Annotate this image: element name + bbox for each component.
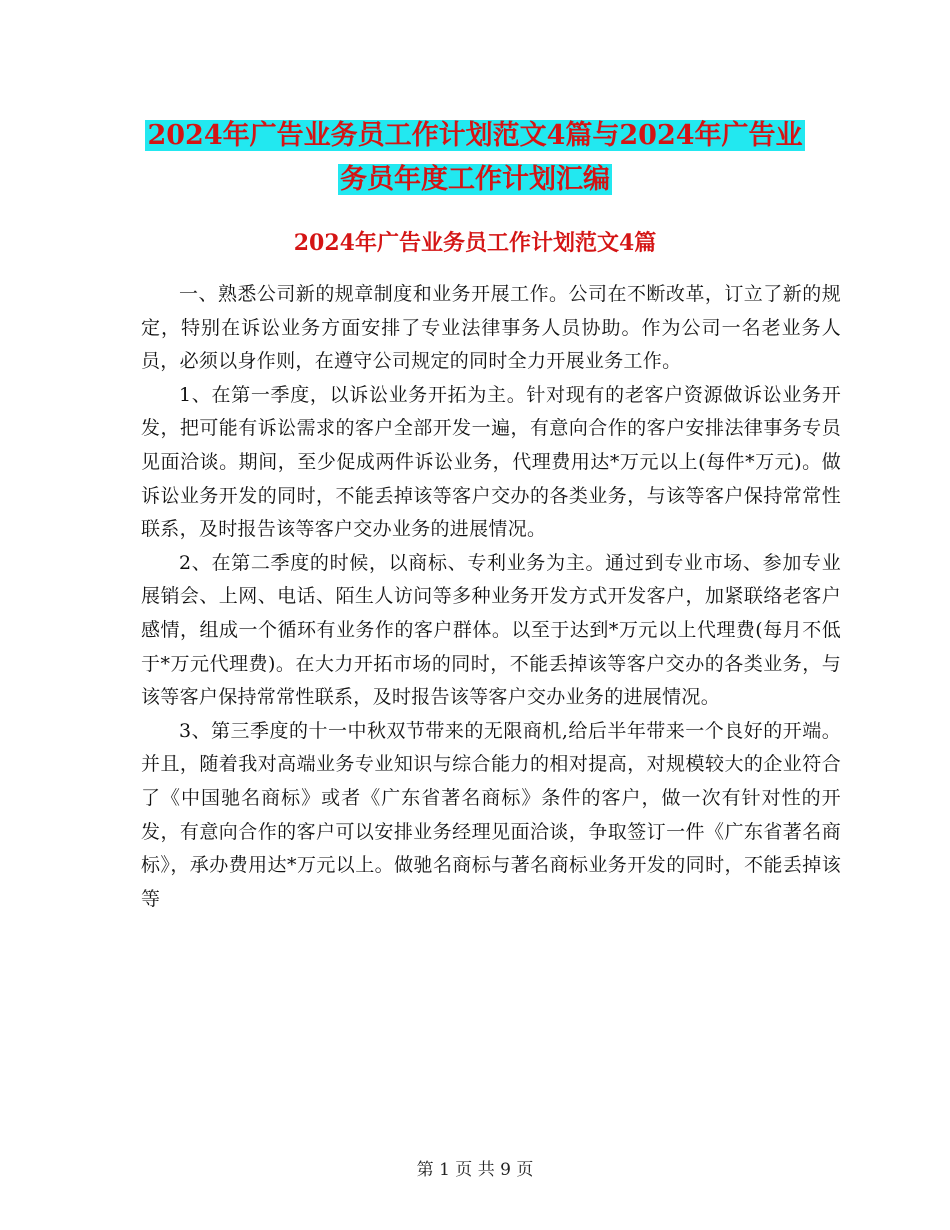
document-title-line-1: [0, 113, 950, 152]
section-heading: 2024年广告业务员工作计划范文4篇: [293, 230, 657, 256]
page-footer: 第 1 页 共 9 页: [416, 1160, 534, 1180]
title-highlight: 2024年广告业务员工作计划范文4篇与2024年广告业: [147, 120, 803, 151]
body-text: [141, 278, 841, 916]
paragraph-1: 一、熟悉公司新的规章制度和业务开展工作。公司在不断改革，订立了新的规定，特别在诉讼业务方面安排了专业法律事务人员协助。作为公司一名老业务人员，必须以身作则，在遵守公司规定的同时全力开展业务工作。: [141, 283, 841, 373]
title-highlight: 务员年度工作计划汇编: [340, 164, 610, 195]
paragraph-4: 3、第三季度的十一中秋双节带来的无限商机,给后半年带来一个良好的开端。并且，随着我对高端业务专业知识与综合能力的相对提高，对规模较大的企业符合了《中国驰名商标》或者《广东省著名商标》条件的客户，做一次有针对性的开发，有意向合作的客户可以安排业务经理见面洽谈，争取签订一件《广东省著名商标》，承办费用达*万元以上。做驰名商标与著名商标业务开发的同时，不能丢掉该等: [141, 719, 841, 910]
paragraph-2: 1、在第一季度，以诉讼业务开拓为主。针对现有的老客户资源做诉讼业务开发，把可能有诉讼需求的客户全部开发一遍，有意向合作的客户安排法律事务专员见面洽谈。期间，至少促成两件诉讼业务，代理费用达*万元以上(每件*万元)。做诉讼业务开发的同时，不能丢掉该等客户交办的各类业务，与该等客户保持常常性联系，及时报告该等客户交办业务的进展情况。: [141, 383, 841, 541]
paragraph-3: 2、在第二季度的时候，以商标、专利业务为主。通过到专业市场、参加专业展销会、上网、电话、陌生人访问等多种业务开发方式开发客户，加紧联络老客户感情，组成一个循环有业务作的客户群体。以至于达到*万元以上代理费(每月不低于*万元代理费)。在大力开拓市场的同时，不能丢掉该等客户交办的各类业务，与该等客户保持常常性联系，及时报告该等客户交办业务的进展情况。: [141, 551, 841, 709]
document-title-line-2: [0, 157, 950, 196]
